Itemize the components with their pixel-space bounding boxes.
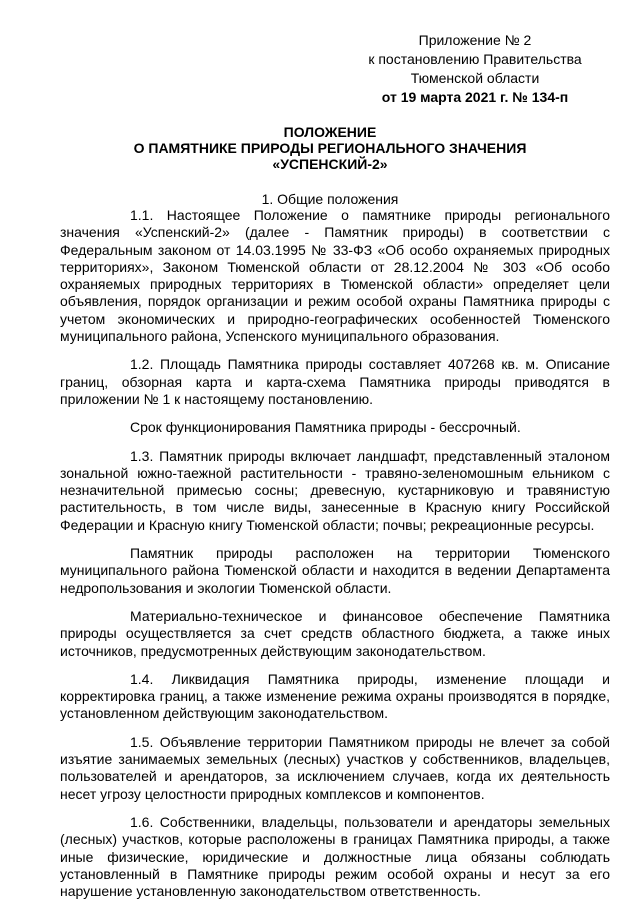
paragraph-1-2: 1.2. Площадь Памятника природы составляет 407268 кв. м. Описание границ, обзорная карта и карта-схема Памятника природы приводятся в приложении № 1 к настоящему постановлению.	[60, 356, 610, 407]
appendix-number: Приложение № 2	[418, 32, 532, 48]
paragraph-1-3: 1.3. Памятник природы включает ландшафт, представленный эталоном зональной южно-таежной растительности - травяно-зеленомошным ельником с незначительной примесью сосны; древесную, кустарниковую и травянистую растительность, в том числе виды, занесенные в Красную книгу Российской Федерации и Красную книгу Тюменской области; почвы; рекреационные ресурсы.	[60, 447, 610, 533]
appendix-date: от 19 марта 2021 г. № 134-п	[381, 89, 569, 105]
paragraph-funding: Материально-техническое и финансовое обеспечение Памятника природы осуществляется за счет средств областного бюджета, а также иных источников, предусмотренных действующим законодательством.	[60, 607, 610, 659]
title-line-2: О ПАМЯТНИКЕ ПРИРОДЫ РЕГИОНАЛЬНОГО ЗНАЧЕНИЯ	[133, 140, 527, 156]
paragraph-location: Памятник природы расположен на территории Тюменского муниципального района Тюменской области и находится в ведении Департамента недропользования и экологии Тюменской области.	[60, 545, 610, 596]
paragraph-term: Срок функционирования Памятника природы - бессрочный.	[130, 419, 521, 436]
appendix-resolution: к постановлению Правительства	[368, 51, 582, 67]
title-line-1: ПОЛОЖЕНИЕ	[283, 124, 377, 140]
paragraph-1-5: 1.5. Объявление территории Памятником природы не влечет за собой изъятие занимаемых земельных (лесных) участков у собственников, владельцев, пользователей и арендаторов, за исключением случаев, когда их деятельность несет угрозу целостности природных комплексов и компонентов.	[60, 733, 610, 802]
document-body	[60, 207, 610, 911]
document-title	[60, 124, 600, 172]
appendix-header	[360, 31, 590, 107]
paragraph-1-6: 1.6. Собственники, владельцы, пользователи и арендаторы земельных (лесных) участков, которые расположены в границах Памятника природы, а также иные физические, юридические и должностные лица обязаны соблюдать установленный в Памятнике природы режим особой охраны и несут за его нарушение установленную законодательством ответственность.	[60, 813, 610, 900]
section-heading: 1. Общие положения	[261, 191, 399, 207]
title-line-3: «УСПЕНСКИЙ-2»	[272, 156, 388, 172]
paragraph-1-4: 1.4. Ликвидация Памятника природы, изменение площади и корректировка границ, а также изменение режима охраны производятся в порядке, установленном действующим законодательством.	[60, 670, 610, 722]
paragraph-1-1: 1.1. Настоящее Положение о памятнике природы регионального значения «Успенский-2» (далее - Памятник природы) в соответствии с Федеральным законом от 14.03.1995 № 33-ФЗ «Об особо охраняемых природных территориях», Законом Тюменской области от 28.12.2004 № 303 «Об особо охраняемых природных территориях в Тюменской области» определяет цели объявления, порядок организации и режим особой охраны Памятника природы с учетом экономических и природно-географических особенностей Тюменского муниципального района, Успенского муниципального образования.	[60, 207, 610, 345]
appendix-region: Тюменской области	[410, 70, 540, 86]
